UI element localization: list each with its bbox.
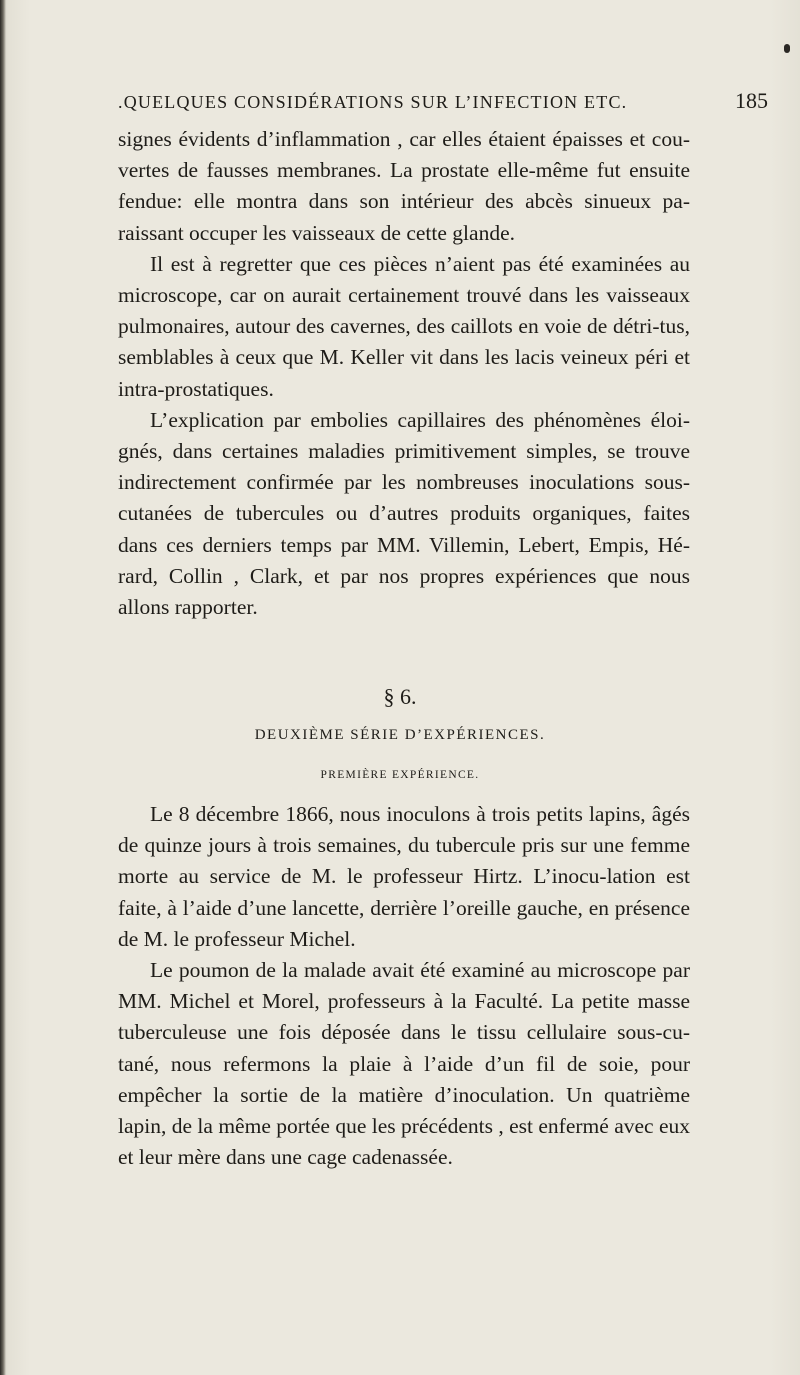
body-text-before-section [118,124,690,623]
paragraph: Le 8 décembre 1866, nous inoculons à trois petits lapins, âgés de quinze jours à trois semaines, du tubercule pris sur une femme morte au service de M. le professeur Hirtz. L’inocu-lation est faite, à l’aide d’une lancette, derrière l’oreille gauche, en présence de M. le professeur Michel. [118,802,690,951]
paragraph: L’explication par embolies capillaires des phénomènes éloi-gnés, dans certaines maladies primitivement simples, se trouve indirectement confirmée par les nombreuses inoculations sous-cutanées de tubercules ou d’autres produits organiques, faites dans ces derniers temps par MM. Villemin, Lebert, Empis, Hé-rard, Collin , Clark, et par nos propres expériences que nous allons rapporter. [118,407,690,620]
ink-mark [784,44,790,53]
paragraph: Le poumon de la malade avait été examiné au microscope par MM. Michel et Morel, professeurs à la Faculté. La petite masse tuberculeuse une fois déposée dans le tissu cellulaire sous-cu-tané, nous refermons la plaie à l’aide d’un fil de soie, pour empêcher la sortie de la matière d’inoculation. Un quatrième lapin, de la même portée que les précédents , est enfermé avec eux et leur mère dans une cage cadenassée. [118,958,690,1170]
running-head: .QUELQUES CONSIDÉRATIONS SUR L’INFECTION ETC. [118,92,628,112]
section-title: DEUXIÈME SÉRIE D’EXPÉRIENCES. [254,727,546,743]
body-text-after-section [118,799,690,1173]
paragraph: signes évidents d’inflammation , car elles étaient épaisses et cou-vertes de fausses membranes. La prostate elle-même fut ensuite fendue: elle montra dans son intérieur des abcès sinueux pa-raissant occuper les vaisseaux de cette glande. [118,127,690,245]
section-sign: § 6. [383,684,417,709]
subsection-title: PREMIÈRE EXPÉRIENCE. [320,769,480,781]
paragraph: Il est à regretter que ces pièces n’aient pas été examinées au microscope, car on aurait certainement trouvé dans les vaisseaux pulmonaires, autour des cavernes, des caillots en voie de détri-tus, semblables à ceux que M. Keller vit dans les lacis veineux péri et intra-prostatiques. [118,251,690,401]
page-number: 185 [735,88,768,113]
